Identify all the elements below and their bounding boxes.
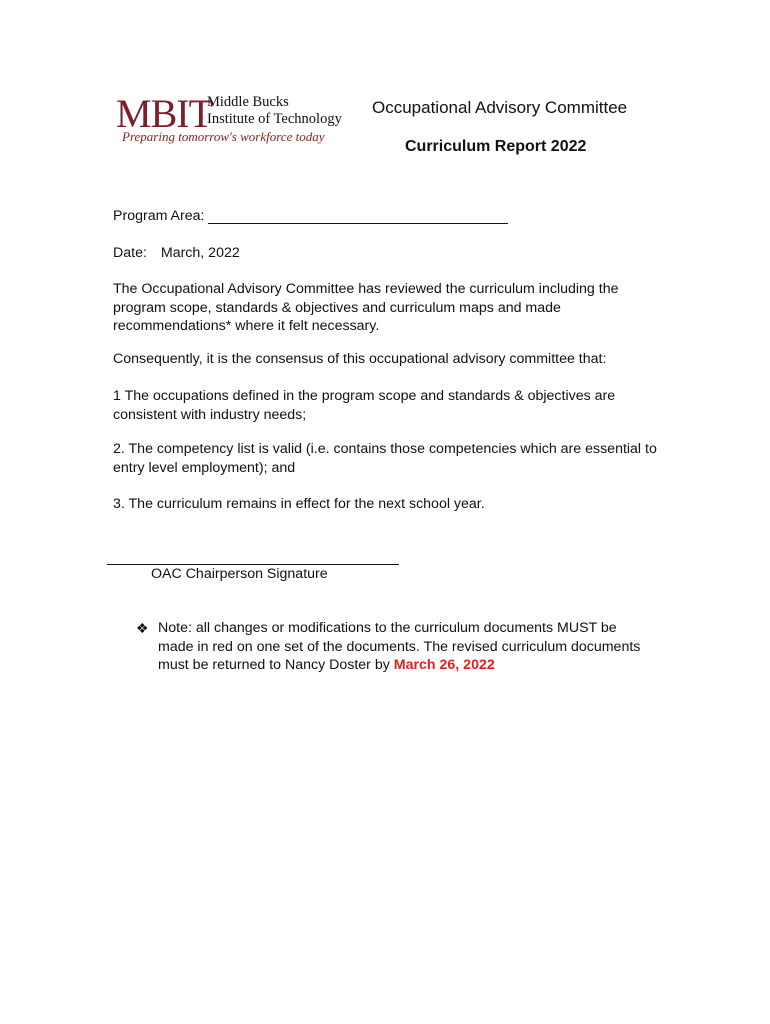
date-label: Date: — [113, 245, 147, 261]
consensus-paragraph: Consequently, it is the consensus of this occupational advisory committee that: — [113, 351, 607, 367]
committee-title: Occupational Advisory Committee — [372, 98, 628, 117]
mbit-logo — [116, 91, 356, 150]
note-text: Note: all changes or modifications to the curriculum documents MUST be made in red on one set of the documents. The revised curriculum documents must be returned to Nancy Doster by — [158, 620, 641, 673]
date-value: March, 2022 — [160, 245, 240, 261]
diamond-bullet-icon: ❖ — [136, 620, 149, 636]
signature-line[interactable] — [107, 564, 399, 565]
note-body — [158, 619, 656, 675]
intro-paragraph: The Occupational Advisory Committee has reviewed the curriculum including the program scope, standards & objectives and curriculum maps and made recommendations* where it felt necessary. — [113, 281, 619, 334]
logo-name — [207, 94, 342, 128]
item-3-paragraph: 3. The curriculum remains in effect for the next school year. — [113, 496, 485, 512]
report-title: Curriculum Report 2022 — [405, 138, 587, 155]
logo-name-line2: Institute of Technology — [207, 111, 342, 127]
item-2-paragraph: 2. The competency list is valid (i.e. contains those competencies which are essential to entry level employment); and — [113, 441, 657, 476]
signature-label: OAC Chairperson Signature — [151, 566, 328, 582]
note-deadline: March 26, 2022 — [393, 657, 495, 673]
item-1-paragraph: 1 The occupations defined in the program scope and standards & objectives are consistent with industry needs; — [113, 388, 616, 423]
program-area-row — [113, 208, 508, 224]
logo-mark: MBIT — [116, 91, 212, 136]
program-area-field[interactable] — [208, 209, 508, 224]
logo-tagline: Preparing tomorrow's workforce today — [122, 129, 325, 144]
logo-name-line1: Middle Bucks — [207, 94, 289, 110]
date-row — [113, 245, 240, 261]
program-area-label: Program Area: — [113, 208, 205, 224]
note-block — [136, 619, 656, 675]
